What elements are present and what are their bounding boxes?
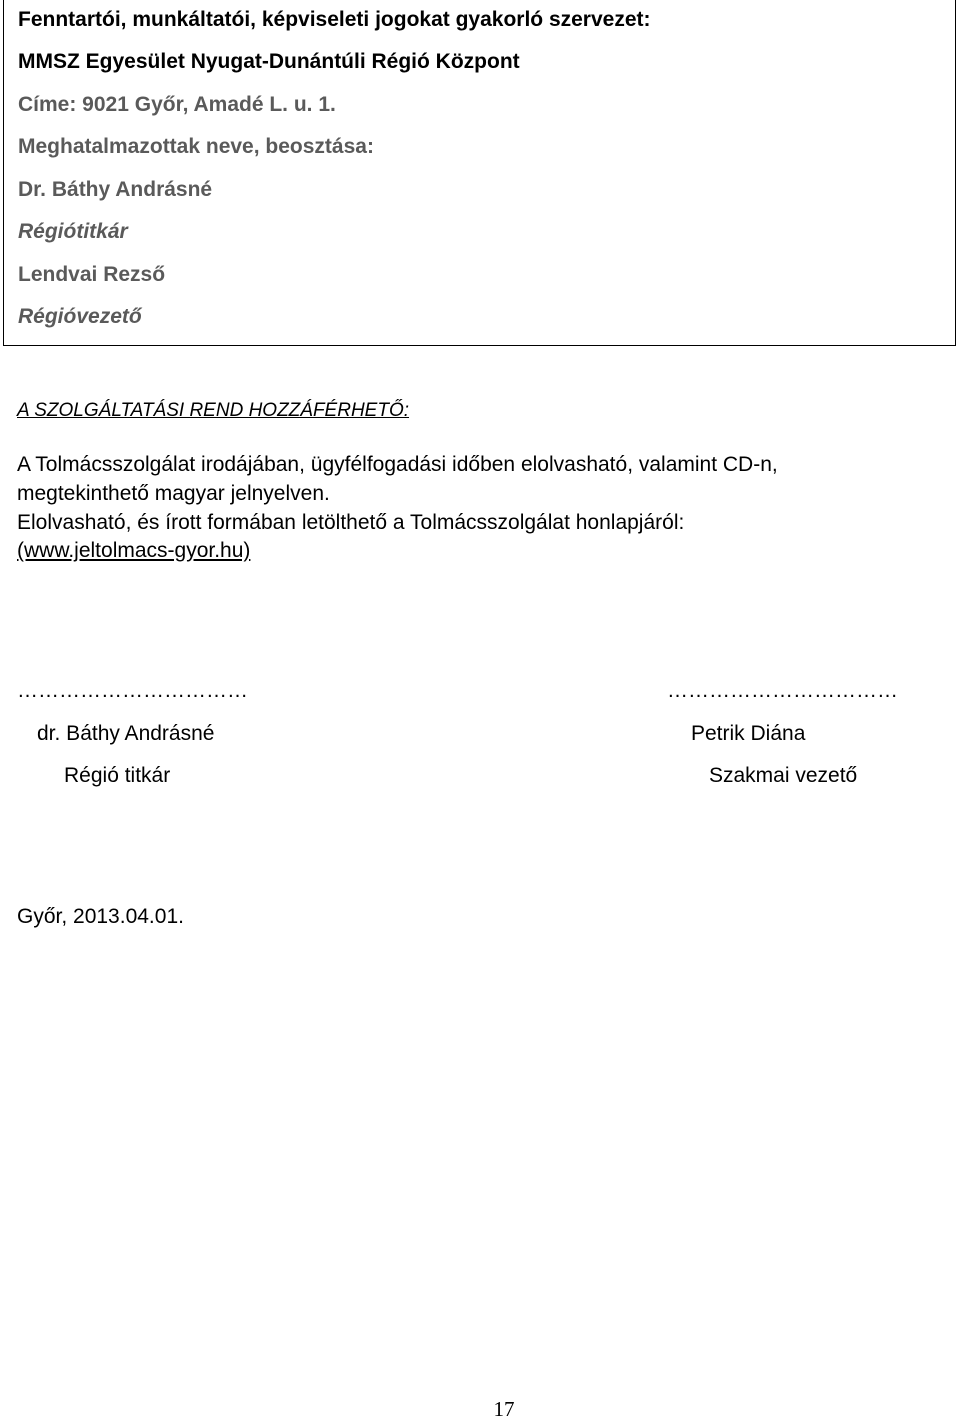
org-line-rep1-name: Dr. Báthy Andrásné xyxy=(18,178,213,201)
org-line-address: Címe: 9021 Győr, Amadé L. u. 1. xyxy=(18,93,336,116)
org-line-rep2-title: Régióvezető xyxy=(18,305,142,328)
signatory-left-name: dr. Báthy Andrásné xyxy=(37,722,215,745)
signatory-left-title: Régió titkár xyxy=(64,764,171,787)
org-line-rep2-name: Lendvai Rezső xyxy=(18,263,166,286)
org-line-representatives-label: Meghatalmazottak neve, beosztása: xyxy=(18,135,374,158)
service-order-heading: A SZOLGÁLTATÁSI REND HOZZÁFÉRHETŐ: xyxy=(17,400,410,421)
availability-paragraph-line1: A Tolmácsszolgálat irodájában, ügyfélfogadási időben elolvasható, valamint CD-n, xyxy=(17,453,778,476)
download-paragraph: Elolvasható, és írott formában letölthető a Tolmácsszolgálat honlapjáról: xyxy=(17,511,685,534)
signatory-right-title: Szakmai vezető xyxy=(709,764,858,787)
signature-line-left: …………………………… xyxy=(17,679,248,702)
org-line-maintainer: Fenntartói, munkáltatói, képviseleti jogokat gyakorló szervezet: xyxy=(18,8,651,31)
page-number: 17 xyxy=(493,1397,515,1421)
org-line-rep1-title: Régiótitkár xyxy=(18,220,128,243)
availability-paragraph-line2: megtekinthető magyar jelnyelven. xyxy=(17,482,330,505)
organization-info-box xyxy=(3,0,956,346)
signature-line-right: …………………………… xyxy=(667,679,898,702)
signatory-right-name: Petrik Diána xyxy=(691,722,806,745)
website-link[interactable]: (www.jeltolmacs-gyor.hu) xyxy=(17,539,251,562)
org-line-name: MMSZ Egyesület Nyugat-Dunántúli Régió Központ xyxy=(18,50,520,73)
document-date: Győr, 2013.04.01. xyxy=(17,905,184,928)
